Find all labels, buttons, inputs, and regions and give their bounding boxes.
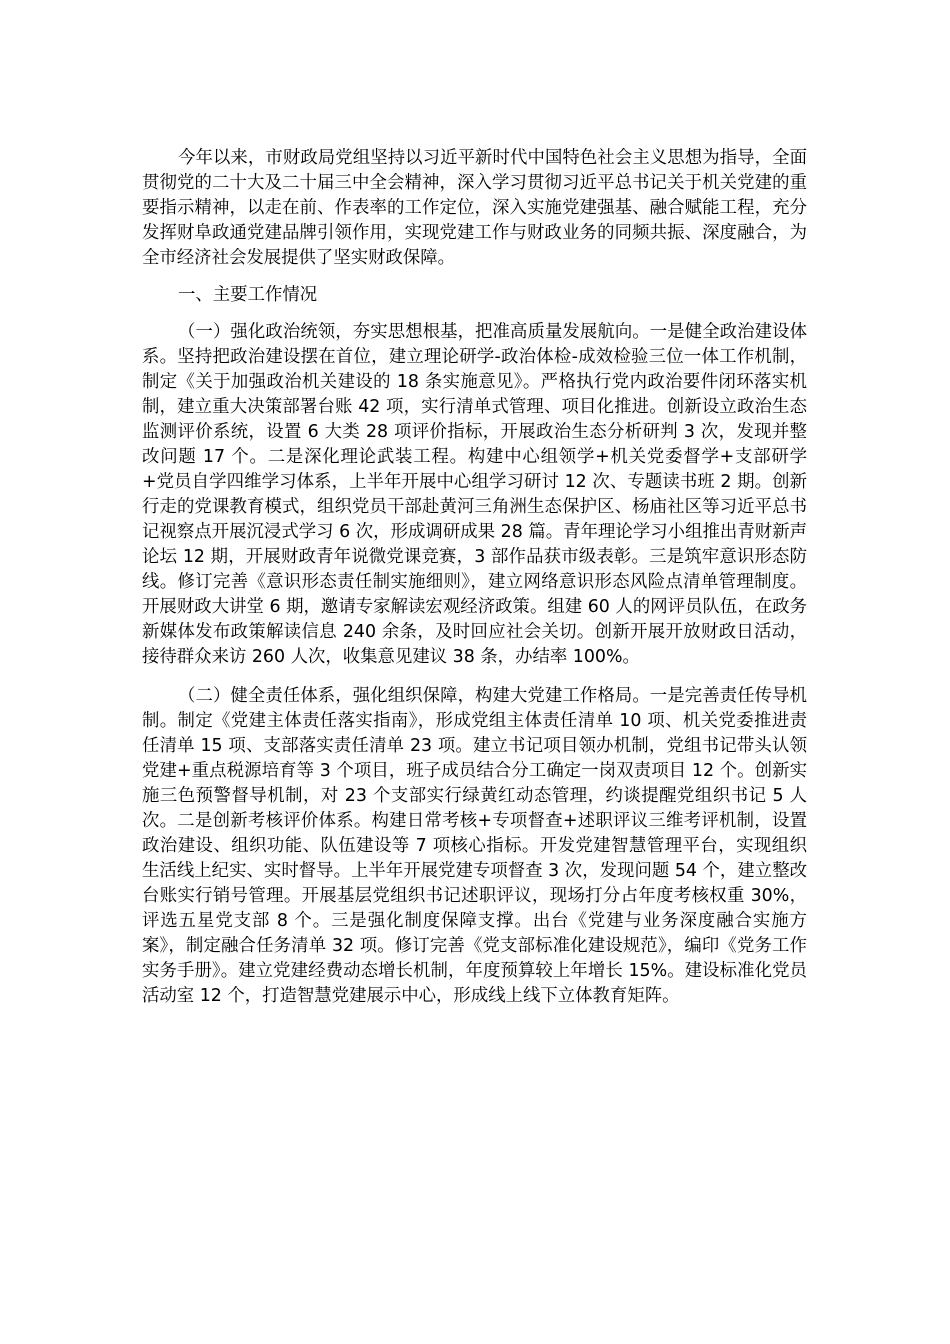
document-body: [142, 146, 807, 1009]
spacer: [142, 670, 807, 684]
intro-paragraph: 今年以来，市财政局党组坚持以习近平新时代中国特色社会主义思想为指导，全面贯彻党的二十大及二十届三中全会精神，深入学习贯彻习近平总书记关于机关党建的重要指示精神，以走在前、作表率的工作定位，深入实施党建强基、融合赋能工程，充分发挥财阜政通党建品牌引领作用，实现党建工作与财政业务的同频共振、深度融合，为全市经济社会发展提供了坚实财政保障。: [142, 148, 807, 268]
spacer: [142, 308, 807, 320]
paragraph-political-leadership: （一）强化政治统领，夯实思想根基，把准高质量发展航向。一是健全政治建设体系。坚持把政治建设摆在首位，建立理论研学-政治体检-成效检验三位一体工作机制，制定《关于加强政治机关建设的 18 条实施意见》。严格执行党内政治要件闭环落实机制，建立重大决策部署台账 42 项，实行清单式管理、项目化推进。创新设立政治生态监测评价系统，设置 6 大类 28 项评价指标，开展政治生态分析研判 3 次，发现并整改问题 17 个。二是深化理论武装工程。构建中心组领学+机关党委督学+支部研学+党员自学四维学习体系，上半年开展中心组学习研讨 12 次、专题读书班 2 期。创新行走的党课教育模式，组织党员干部赴黄河三角洲生态保护区、杨庙社区等习近平总书记视察点开展沉浸式学习 6 次，形成调研成果 28 篇。青年理论学习小组推出青财新声论坛 12 期，开展财政青年说微党课竞赛，3 部作品获市级表彰。三是筑牢意识形态防线。修订完善《意识形态责任制实施细则》，建立网络意识形态风险点清单管理制度。开展财政大讲堂 6 期，邀请专家解读宏观经济政策。组建 60 人的网评员队伍，在政务新媒体发布政策解读信息 240 余条，及时回应社会关切。创新开展开放财政日活动，接待群众来访 260 人次，收集意见建议 38 条，办结率 100%。: [142, 322, 807, 667]
spacer: [142, 271, 807, 283]
paragraph-responsibility-system: （二）健全责任体系，强化组织保障，构建大党建工作格局。一是完善责任传导机制。制定《党建主体责任落实指南》，形成党组主体责任清单 10 项、机关党委推进责任清单 15 项、支部落实责任清单 23 项。建立书记项目领办机制，党组书记带头认领党建+重点税源培育等 3 个项目，班子成员结合分工确定一岗双责项目 12 个。创新实施三色预警督导机制，对 23 个支部实行绿黄红动态管理，约谈提醒党组织书记 5 人次。二是创新考核评价体系。构建日常考核+专项督查+述职评议三维考评机制，设置政治建设、组织功能、队伍建设等 7 项核心指标。开发党建智慧管理平台，实现组织生活线上纪实、实时督导。上半年开展党建专项督查 3 次，发现问题 54 个，建立整改台账实行销号管理。开展基层党组织书记述职评议，现场打分占年度考核权重 30%，评选五星党支部 8 个。三是强化制度保障支撑。出台《党建与业务深度融合实施方案》，制定融合任务清单 32 项。修订完善《党支部标准化建设规范》，编印《党务工作实务手册》。建立党建经费动态增长机制，年度预算较上年增长 15%。建设标准化党员活动室 12 个，打造智慧党建展示中心，形成线上线下立体教育矩阵。: [142, 686, 807, 1006]
section-heading: 一、主要工作情况: [178, 285, 318, 305]
